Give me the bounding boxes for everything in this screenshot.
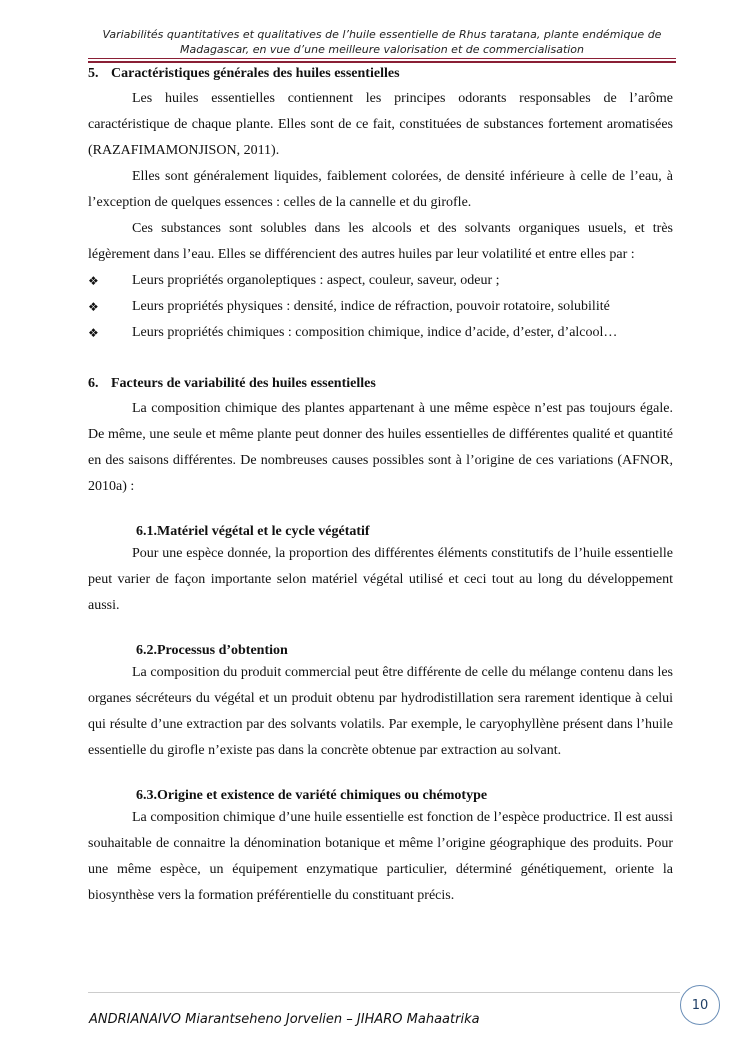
subsection-6-1-paragraph: Pour une espèce donnée, la proportion des différentes éléments constitutifs de l’huile essentielle peut varier de façon importante selon matériel végétal utilisé et ceci tout au long du développement aussi. bbox=[88, 546, 673, 613]
section-6-paragraph-1: La composition chimique des plantes appartenant à une même espèce n’est pas toujours égale. De même, une seule et même plante peut donner des huiles essentielles de différentes qualité et quantité en des saisons différentes. De nombreuses causes possibles sont à l’origine de ces variations (AFNOR, 2010a) : bbox=[88, 401, 673, 494]
list-item: ❖ Leurs propriétés chimiques : composition chimique, indice d’acide, d’ester, d’alcool… bbox=[88, 320, 673, 346]
header-rule-thin bbox=[88, 58, 676, 59]
diamond-bullet-icon: ❖ bbox=[88, 326, 99, 340]
section-5-title: Caractéristiques générales des huiles essentielles bbox=[111, 66, 400, 81]
footer-authors: ANDRIANAIVO Miarantseheno Jorvelien – JIHARO Mahaatrika bbox=[89, 1012, 480, 1027]
properties-list bbox=[88, 268, 673, 346]
list-item: ❖ Leurs propriétés physiques : densité, indice de réfraction, pouvoir rotatoire, solubilité bbox=[88, 294, 673, 320]
section-5-number: 5. bbox=[88, 66, 99, 81]
subsection-6-2-title: 6.2.Processus d’obtention bbox=[136, 643, 288, 658]
page-number: 10 bbox=[680, 985, 720, 1025]
diamond-bullet-icon: ❖ bbox=[88, 274, 99, 288]
subsection-6-1-title: 6.1.Matériel végétal et le cycle végétatif bbox=[136, 524, 370, 539]
section-5-paragraph-1: Les huiles essentielles contiennent les principes odorants responsables de l’arôme caractéristique de chaque plante. Elles sont de ce fait, constituées de substances fortement aromatisées (RAZAFIMAMONJISON, 2011). bbox=[88, 91, 673, 158]
page-body bbox=[88, 62, 673, 909]
list-item: ❖ Leurs propriétés organoleptiques : aspect, couleur, saveur, odeur ; bbox=[88, 268, 673, 294]
section-5-paragraph-3: Ces substances sont solubles dans les alcools et des solvants organiques usuels, et très légèrement dans l’eau. Elles se différencient des autres huiles par leur volatilité et entre elles par : bbox=[88, 221, 673, 262]
diamond-bullet-icon: ❖ bbox=[88, 300, 99, 314]
section-5-paragraph-2: Elles sont généralement liquides, faiblement colorées, de densité inférieure à celle de l’eau, à l’exception de quelques essences : celles de la cannelle et du girofle. bbox=[88, 169, 673, 210]
subsection-6-3-title: 6.3.Origine et existence de variété chimiques ou chémotype bbox=[136, 788, 488, 803]
section-6-title: Facteurs de variabilité des huiles essentielles bbox=[111, 376, 376, 391]
section-6-heading bbox=[88, 372, 673, 396]
header-line-1: Variabilités quantitatives et qualitatives de l’huile essentielle de Rhus taratana, plante endémique de bbox=[102, 28, 662, 41]
section-6-number: 6. bbox=[88, 376, 99, 391]
running-header bbox=[88, 27, 676, 57]
section-5-heading bbox=[88, 62, 673, 86]
subsection-6-2-paragraph: La composition du produit commercial peut être différente de celle du mélange contenu dans les organes sécréteurs du végétal et un produit obtenu par hydrodistillation sera rarement identique à celui qui résulte d’une extraction par des solvants volatils. Par exemple, le caryophyllène présent dans l’huile essentielle du girofle n’existe pas dans la concrète obtenue par extraction au solvant. bbox=[88, 665, 673, 758]
footer-rule bbox=[88, 992, 680, 993]
header-line-2: Madagascar, en vue d’une meilleure valorisation et de commercialisation bbox=[179, 43, 585, 56]
subsection-6-3-paragraph: La composition chimique d’une huile essentielle est fonction de l’espèce productrice. Il est aussi souhaitable de connaitre la dénomination botanique et même l’origine géographique des produits. Pour une même espèce, un équipement enzymatique particulier, déterminé génétiquement, oriente la biosynthèse vers la formation préférentielle du constituant précis. bbox=[88, 810, 673, 903]
